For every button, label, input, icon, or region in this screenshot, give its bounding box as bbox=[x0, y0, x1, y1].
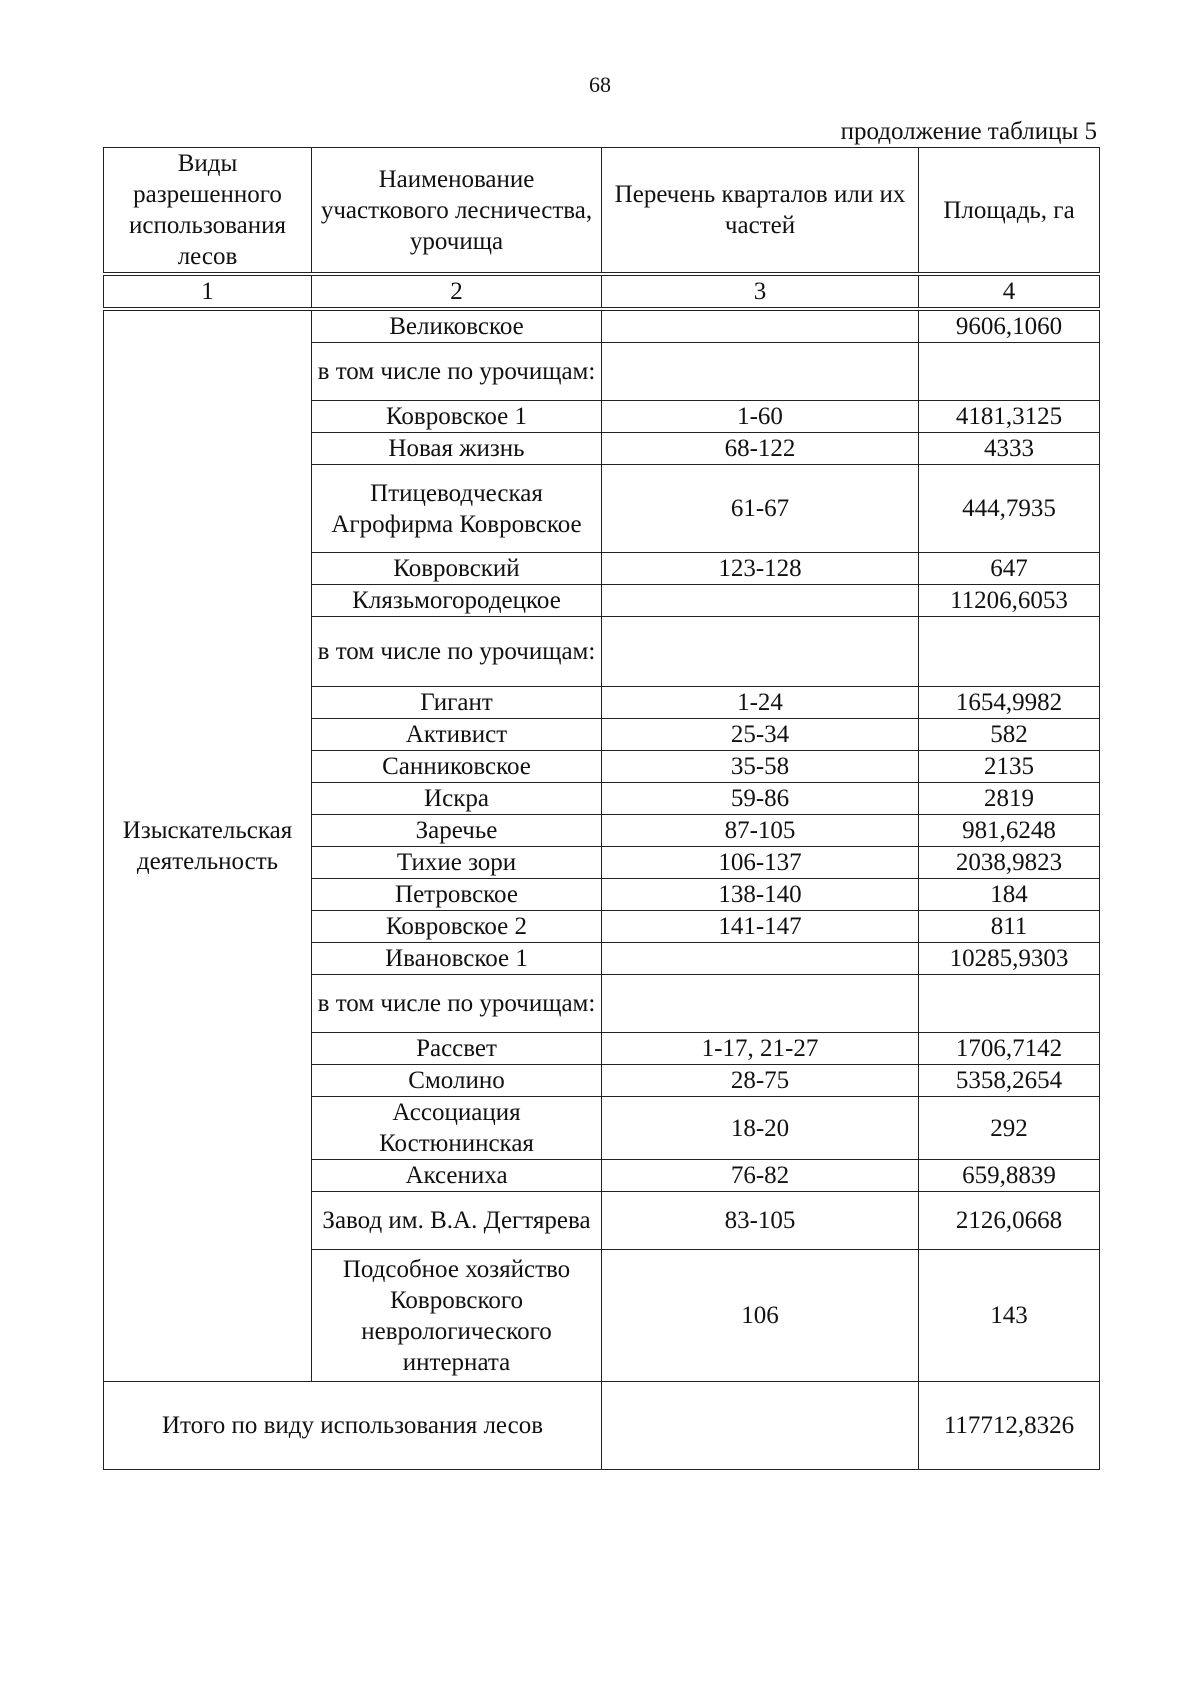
area-cell bbox=[919, 617, 1100, 687]
forestry-name-cell: Ковровское 2 bbox=[312, 911, 602, 943]
area-cell: 1706,7142 bbox=[919, 1033, 1100, 1065]
header-forestry-name: Наименование участкового лесничества, урочища bbox=[312, 148, 602, 275]
forestry-name-cell: Смолино bbox=[312, 1065, 602, 1097]
table-continuation-caption: продолжение таблицы 5 bbox=[840, 118, 1097, 145]
forestry-name-cell: Ковровское 1 bbox=[312, 401, 602, 433]
quarters-cell bbox=[602, 975, 919, 1033]
area-cell: 2038,9823 bbox=[919, 847, 1100, 879]
quarters-cell: 68-122 bbox=[602, 433, 919, 465]
quarters-cell: 138-140 bbox=[602, 879, 919, 911]
quarters-cell: 1-17, 21-27 bbox=[602, 1033, 919, 1065]
area-cell: 9606,1060 bbox=[919, 309, 1100, 343]
area-cell: 11206,6053 bbox=[919, 585, 1100, 617]
area-cell bbox=[919, 343, 1100, 401]
quarters-cell bbox=[602, 343, 919, 401]
forestry-name-cell: Ивановское 1 bbox=[312, 943, 602, 975]
forestry-name-cell: Великовское bbox=[312, 309, 602, 343]
use-type-cell: Изыскательская деятельность bbox=[104, 309, 312, 1382]
forest-use-table bbox=[103, 147, 1100, 1470]
quarters-cell: 1-60 bbox=[602, 401, 919, 433]
area-cell: 4333 bbox=[919, 433, 1100, 465]
quarters-cell bbox=[602, 943, 919, 975]
forestry-name-cell: Искра bbox=[312, 783, 602, 815]
quarters-cell: 18-20 bbox=[602, 1097, 919, 1160]
quarters-cell: 106 bbox=[602, 1250, 919, 1382]
forestry-name-cell: Птицеводческая Агрофирма Ковровское bbox=[312, 465, 602, 553]
forestry-name-cell: Завод им. В.А. Дегтярева bbox=[312, 1192, 602, 1250]
forestry-name-cell: в том числе по урочищам: bbox=[312, 975, 602, 1033]
forestry-name-cell: Подсобное хозяйство Ковровского неврологического интерната bbox=[312, 1250, 602, 1382]
forestry-name-cell: Тихие зори bbox=[312, 847, 602, 879]
quarters-cell: 123-128 bbox=[602, 553, 919, 585]
total-row bbox=[104, 1382, 1100, 1470]
quarters-cell: 83-105 bbox=[602, 1192, 919, 1250]
quarters-cell bbox=[602, 585, 919, 617]
quarters-cell: 141-147 bbox=[602, 911, 919, 943]
column-number: 2 bbox=[312, 274, 602, 309]
area-cell: 2819 bbox=[919, 783, 1100, 815]
quarters-cell: 59-86 bbox=[602, 783, 919, 815]
area-cell: 4181,3125 bbox=[919, 401, 1100, 433]
table-row bbox=[104, 309, 1100, 343]
header-row bbox=[104, 148, 1100, 275]
column-number: 4 bbox=[919, 274, 1100, 309]
total-area-cell: 117712,8326 bbox=[919, 1382, 1100, 1470]
quarters-cell bbox=[602, 617, 919, 687]
quarters-cell: 1-24 bbox=[602, 687, 919, 719]
forestry-name-cell: Петровское bbox=[312, 879, 602, 911]
total-label: Итого по виду использования лесов bbox=[104, 1382, 602, 1470]
forestry-name-cell: Санниковское bbox=[312, 751, 602, 783]
area-cell: 2135 bbox=[919, 751, 1100, 783]
area-cell: 659,8839 bbox=[919, 1160, 1100, 1192]
quarters-cell: 61-67 bbox=[602, 465, 919, 553]
forestry-name-cell: Клязьмогородецкое bbox=[312, 585, 602, 617]
forestry-name-cell: Рассвет bbox=[312, 1033, 602, 1065]
column-number: 3 bbox=[602, 274, 919, 309]
total-quarters-cell bbox=[602, 1382, 919, 1470]
quarters-cell: 35-58 bbox=[602, 751, 919, 783]
header-use-type: Виды разрешенного использования лесов bbox=[104, 148, 312, 275]
area-cell: 647 bbox=[919, 553, 1100, 585]
area-cell: 5358,2654 bbox=[919, 1065, 1100, 1097]
area-cell: 292 bbox=[919, 1097, 1100, 1160]
area-cell: 1654,9982 bbox=[919, 687, 1100, 719]
column-number: 1 bbox=[104, 274, 312, 309]
forestry-name-cell: Активист bbox=[312, 719, 602, 751]
forestry-name-cell: Заречье bbox=[312, 815, 602, 847]
area-cell: 811 bbox=[919, 911, 1100, 943]
forestry-name-cell: в том числе по урочищам: bbox=[312, 617, 602, 687]
area-cell: 2126,0668 bbox=[919, 1192, 1100, 1250]
forestry-name-cell: Гигант bbox=[312, 687, 602, 719]
quarters-cell: 76-82 bbox=[602, 1160, 919, 1192]
area-cell: 981,6248 bbox=[919, 815, 1100, 847]
forestry-name-cell: Ковровский bbox=[312, 553, 602, 585]
forestry-name-cell: в том числе по урочищам: bbox=[312, 343, 602, 401]
quarters-cell: 87-105 bbox=[602, 815, 919, 847]
area-cell: 184 bbox=[919, 879, 1100, 911]
area-cell: 10285,9303 bbox=[919, 943, 1100, 975]
page-number: 68 bbox=[589, 72, 611, 97]
area-cell: 582 bbox=[919, 719, 1100, 751]
header-quarters: Перечень кварталов или их частей bbox=[602, 148, 919, 275]
area-cell: 143 bbox=[919, 1250, 1100, 1382]
header-area: Площадь, га bbox=[919, 148, 1100, 275]
forestry-name-cell: Ассоциация Костюнинская bbox=[312, 1097, 602, 1160]
quarters-cell: 106-137 bbox=[602, 847, 919, 879]
quarters-cell: 28-75 bbox=[602, 1065, 919, 1097]
quarters-cell bbox=[602, 309, 919, 343]
column-number-row bbox=[104, 274, 1100, 309]
area-cell: 444,7935 bbox=[919, 465, 1100, 553]
forestry-name-cell: Новая жизнь bbox=[312, 433, 602, 465]
area-cell bbox=[919, 975, 1100, 1033]
forestry-name-cell: Аксениха bbox=[312, 1160, 602, 1192]
quarters-cell: 25-34 bbox=[602, 719, 919, 751]
